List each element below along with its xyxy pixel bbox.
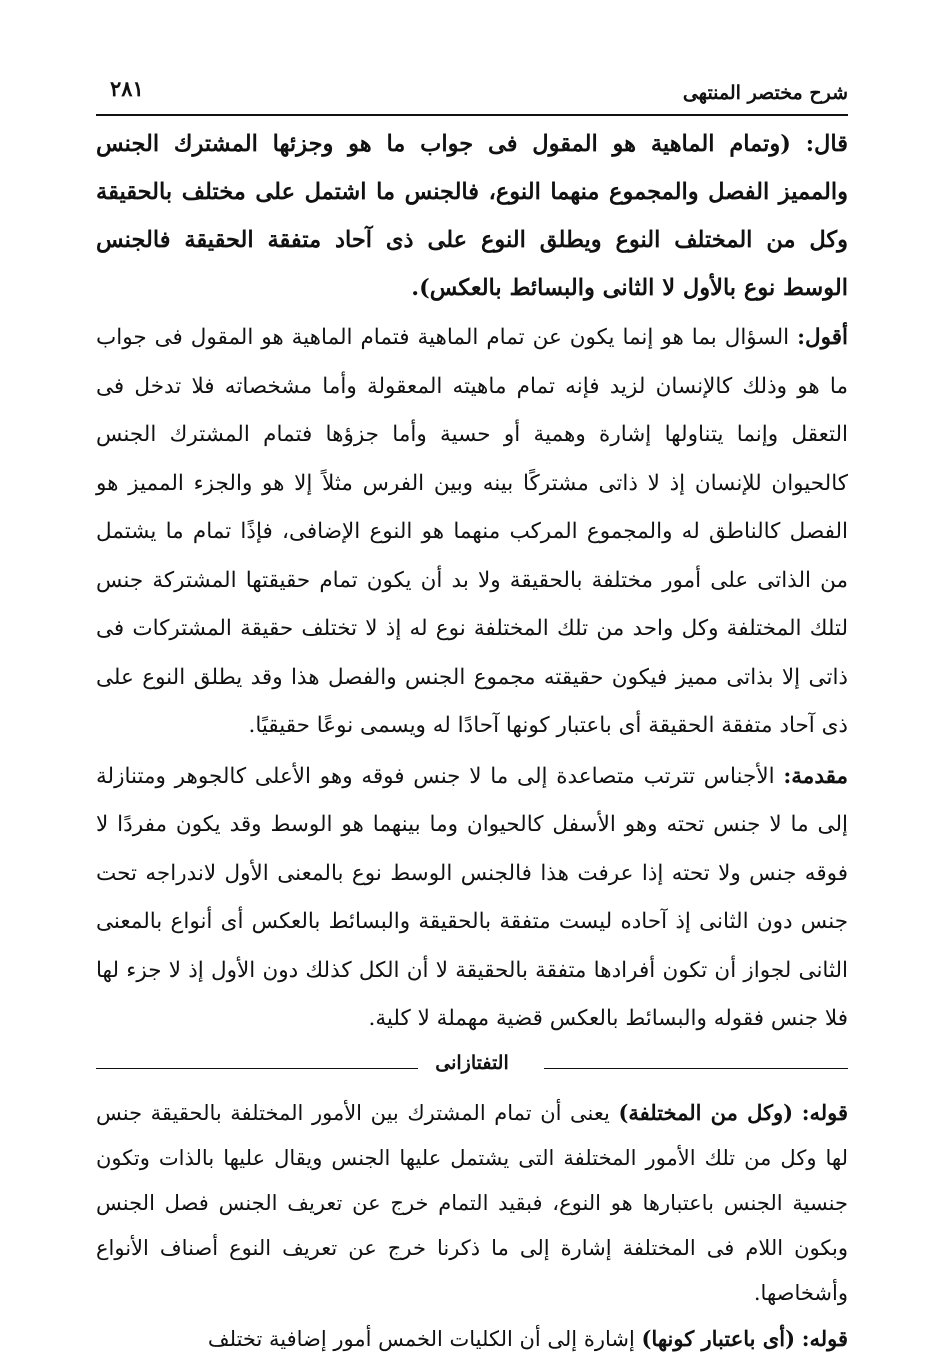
divider-rule-left [96, 1068, 418, 1069]
muqaddima-label: مقدمة: [783, 763, 849, 789]
hashiya-text: يعنى أن تمام المشترك بين الأمور المختلفة بالحقيقة جنس لها وكل من تلك الأمور المختلفة التى يشتمل عليها الجنس ويقال عليها بالذات وتكون جنسية الجنس باعتبارها هو النوع، فبقيد التمام خرج عن تعريف الجنس فصل الجنس وبكون اللام فى المختلفة إشارة إلى ما ذكرنا خرج عن تعريف النوع أصناف الأنواع وأشخاصها. [96, 1100, 848, 1305]
hashiya-label: قوله: [801, 1325, 848, 1351]
sharh-text: السؤال بما هو إنما يكون عن تمام الماهية فتمام الماهية هو المقول فى جواب ما هو وذلك كالإنسان لزيد فإنه تمام ماهيته المعقولة وأما مشخصاته فلا تدخل فى التعقل وإنما يتناولها إشارة وهمية أو حسية وأما جزؤها فتمام المشترك الجنس كالحيوان للإنسان إذ لا ذاتى مشتركًا بينه وبين الفرس مثلاً إلا هو والجزء المميز هو الفصل كالناطق له والمجموع المركب منهما هو النوع الإضافى، فإذًا تمام ما يشتمل من الذاتى على أمور مختلفة بالحقيقة ولا بد أن يكون تمام حقيقتها المشتركة جنس لتلك المختلفة وكل واحد من تلك المختلفة نوع له إذ لا تختلف حقيقة المشتركات فى ذاتى إلا بذاتى مميز فيكون حقيقته مجموع الجنس والفصل هذا وقد يطلق النوع على ذى آحاد متفقة الحقيقة أى باعتبار كونها آحادًا له ويسمى نوعًا حقيقيًا. [96, 325, 848, 738]
hashiya-label: قوله: [801, 1099, 848, 1125]
running-title: شرح مختصر المنتهى [682, 82, 848, 104]
book-page [96, 70, 848, 1360]
hashiya-section [96, 1090, 848, 1362]
hashiya-paragraph-2 [96, 1316, 848, 1362]
running-header [96, 70, 848, 116]
hashiya-paragraph-1 [96, 1090, 848, 1316]
hashiya-quote: (أى باعتبار كونها) [641, 1325, 796, 1351]
matn-text: (وتمام الماهية هو المقول فى جواب ما هو وجزئها المشترك الجنس والمميز الفصل والمجموع منهما النوع، فالجنس ما اشتمل على مختلف بالحقيقة وكل من المختلف النوع ويطلق النوع على ذى آحاد متفقة الحقيقة فالجنس الوسط نوع بالأول لا الثانى والبسائط بالعكس). [96, 131, 848, 301]
matn-paragraph [96, 120, 848, 312]
matn-label: قال: [805, 131, 848, 157]
hashiya-quote: (وكل من المختلفة) [618, 1099, 794, 1125]
sharh-paragraph [96, 314, 848, 751]
commentary-divider [96, 1050, 848, 1086]
page-number: ٢٨١ [110, 76, 144, 101]
divider-title: التفتازانى [435, 1051, 509, 1074]
muqaddima-paragraph [96, 753, 848, 1044]
sharh-label: أقول: [797, 325, 848, 350]
hashiya-text: إشارة إلى أن الكليات الخمس أمور إضافية تختلف [207, 1326, 635, 1351]
muqaddima-text: الأجناس تترتب متصاعدة إلى ما لا جنس فوقه وهو الأعلى كالجوهر ومتنازلة إلى ما لا جنس تحته وهو الأسفل كالحيوان وما بينهما هو الوسط وقد يكون مفردًا لا فوقه جنس ولا تحته إذا عرفت هذا فالجنس الوسط نوع بالمعنى الأول لاندراجه تحت جنس دون الثانى إذ آحاده ليست متفقة بالحقيقة والبسائط بالعكس أى أنواع بالمعنى الثانى لجواز أن تكون أفرادها متفقة بالحقيقة لا أن الكل كذلك دون الأول إذ لا جزء لها فلا جنس فقوله والبسائط بالعكس قضية مهملة لا كلية. [96, 763, 848, 1031]
